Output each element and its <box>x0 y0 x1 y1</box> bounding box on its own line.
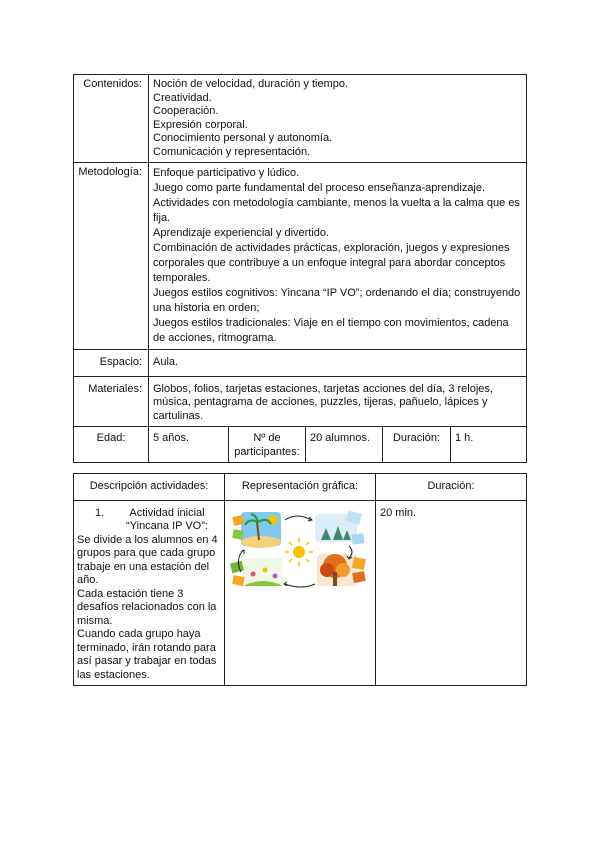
activity-graphic-cell <box>225 500 376 686</box>
contenidos-line: Cooperación. <box>153 105 219 117</box>
metodologia-row <box>74 163 527 350</box>
header-representacion: Representación gráfica: <box>225 474 376 501</box>
activity-line: Se divide a los alumnos en 4 grupos para que cada grupo trabaje en una estación del año. <box>77 533 218 586</box>
contenidos-line: Noción de velocidad, duración y tiempo. <box>153 78 349 90</box>
header-descripcion: Descripción actividades: <box>74 474 225 501</box>
activity-number: 1. <box>95 506 105 519</box>
materiales-value: Globos, folios, tarjetas estaciones, tarjetas acciones del día, 3 relojes, música, pentagrama de acciones, puzzles, tijeras, pañuelo, lápices y cartulinas. <box>149 376 527 427</box>
activity-duration: 20 min. <box>376 500 527 686</box>
metodologia-line: Aprendizaje experiencial y divertido. <box>153 227 330 239</box>
datos-row <box>74 427 527 463</box>
seasons-illustration <box>229 510 369 590</box>
summer-scene-icon <box>232 512 281 548</box>
activity-heading <box>77 507 221 534</box>
autumn-scene-icon <box>317 554 366 586</box>
contenidos-line: Expresión corporal. <box>153 118 248 131</box>
activity-row <box>74 500 527 686</box>
metodologia-value <box>149 163 527 350</box>
activity-line: Cada estación tiene 3 desafíos relacionados con la misma. <box>77 587 217 627</box>
activities-header-row <box>74 474 527 501</box>
espacio-value: Aula. <box>149 350 527 377</box>
edad-label: Edad: <box>74 427 149 463</box>
metodologia-line: Enfoque participativo y lúdico. <box>153 167 300 179</box>
sun-icon <box>285 538 313 566</box>
espacio-row <box>74 350 527 377</box>
materiales-label: Materiales: <box>74 376 149 427</box>
espacio-label: Espacio: <box>74 350 149 377</box>
duracion-value: 1 h. <box>451 427 527 463</box>
contenidos-value <box>149 75 527 163</box>
materiales-row <box>74 376 527 427</box>
winter-scene-icon <box>315 510 365 544</box>
participantes-label: Nº de participantes: <box>229 427 306 463</box>
contenidos-row <box>74 75 527 163</box>
header-duracion: Duración: <box>376 474 527 501</box>
metodologia-line: Combinación de actividades prácticas, exploración, juegos y expresiones corporales que contribuye a un enfoque integral para abordar conceptos temporales. <box>153 242 510 284</box>
duracion-label: Duración: <box>383 427 451 463</box>
edad-value: 5 años. <box>149 427 229 463</box>
metodologia-line: Juego como parte fundamental del proceso enseñanza-aprendizaje. <box>153 182 486 194</box>
activity-line: Cuando cada grupo haya terminado, irán rotando para así pasar y trabajar en todas las estaciones. <box>77 628 217 681</box>
metodologia-line: Juegos estilos cognitivos: Yincana “IP VO”; ordenando el día; construyendo una historia en orden; <box>153 287 521 314</box>
planning-table <box>73 74 527 463</box>
activity-description <box>74 500 225 686</box>
contenidos-line: Comunicación y representación. <box>153 145 311 158</box>
activity-title: Actividad inicial “Yincana IP VO”: <box>126 506 208 532</box>
participantes-value: 20 alumnos. <box>306 427 383 463</box>
contenidos-line: Creatividad. <box>153 91 212 104</box>
metodologia-label: Metodología: <box>74 163 149 350</box>
metodologia-line: Actividades con metodología cambiante, menos la vuelta a la calma que es fija. <box>153 197 520 224</box>
activities-table <box>73 473 527 686</box>
contenidos-line: Conocimiento personal y autonomía. <box>153 132 333 144</box>
contenidos-label: Contenidos: <box>74 75 149 163</box>
metodologia-line: Juegos estilos tradicionales: Viaje en el tiempo con movimientos, cadena de acciones, ritmograma. <box>153 317 509 344</box>
